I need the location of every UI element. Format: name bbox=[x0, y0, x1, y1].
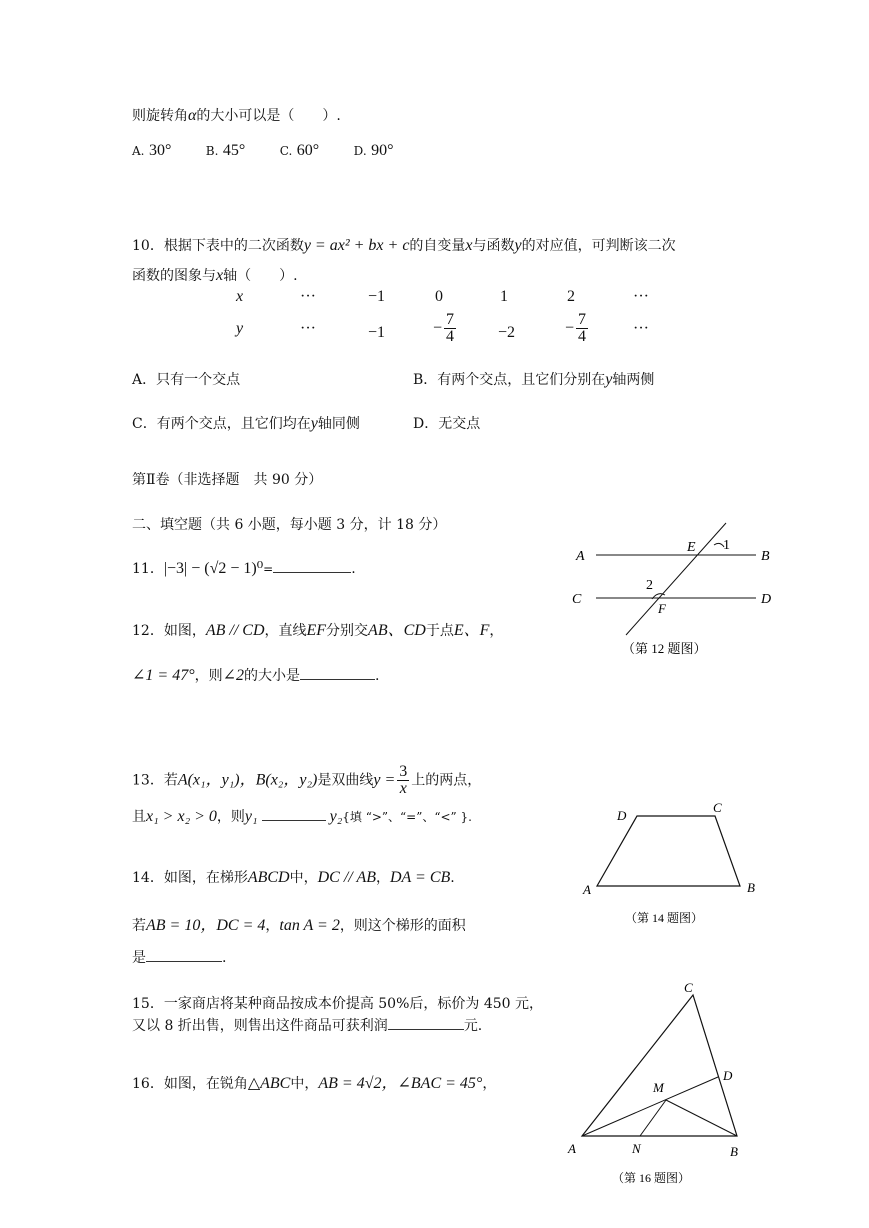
label-D: D bbox=[723, 1068, 733, 1083]
q9-option-a: 30° bbox=[148, 142, 172, 159]
q9-options: A. 30° B. 45° C. 60° D. 90° bbox=[132, 142, 394, 159]
q12-line1: 12．如图，AB // CD，直线EF分别交AB、CD于点E、F， bbox=[132, 622, 504, 639]
table-cell-neg-7-4-a: − $\frac{7}{4}$ bbox=[433, 311, 455, 345]
q15-line2: 又以 8 折出售，则售出这件商品可获利润 元. bbox=[132, 1015, 482, 1036]
trapezoid-abcd bbox=[597, 816, 740, 886]
q12-line2: ∠1 = 47°，则∠2的大小是 . bbox=[132, 667, 380, 684]
label-D: D bbox=[617, 808, 627, 823]
table-cell-neg-7-4-b: − $\frac{7}{4}$ bbox=[565, 311, 587, 345]
q14-line1: 14．如图，在梯形ABCD中，DC // AB，DA = CB. bbox=[132, 869, 455, 886]
table-y-label: y bbox=[236, 320, 244, 337]
label-A: A bbox=[576, 549, 585, 564]
label-angle-2: 2 bbox=[646, 578, 653, 593]
triangle-abc bbox=[582, 995, 737, 1136]
q14-line2: 若AB = 10，DC = 4，tan A = 2，则这个梯形的面积 bbox=[132, 917, 466, 934]
label-E: E bbox=[687, 540, 696, 555]
q12-answer-blank[interactable] bbox=[300, 665, 375, 680]
label-B: B bbox=[747, 880, 755, 895]
q10-function: y = ax² + bx + c bbox=[303, 237, 410, 254]
q10-option-b: B．有两个交点，且它们分别在y轴两侧 bbox=[413, 371, 655, 388]
q14-caption: （第 14 题图） bbox=[625, 911, 704, 925]
q10-option-d: D．无交点 bbox=[413, 416, 481, 432]
label-C: C bbox=[684, 980, 693, 995]
label-D: D bbox=[761, 592, 772, 607]
q16-caption: （第 16 题图） bbox=[612, 1171, 691, 1185]
q16-line1: 16．如图，在锐角△ABC中，AB = 4√2，∠BAC = 45°， bbox=[132, 1075, 497, 1092]
part2-title: 第Ⅱ卷（非选择题 共 90 分） bbox=[132, 472, 323, 488]
label-N: N bbox=[632, 1141, 641, 1156]
q15-answer-blank[interactable] bbox=[388, 1015, 464, 1030]
q16-figure bbox=[560, 975, 780, 1190]
table-x-label: x bbox=[236, 288, 244, 305]
q10-option-a: A．只有一个交点 bbox=[132, 372, 241, 388]
label-B: B bbox=[761, 549, 770, 564]
line-ef bbox=[626, 523, 726, 635]
label-M: M bbox=[653, 1080, 664, 1095]
q10-option-c: C．有两个交点，且它们均在y轴同侧 bbox=[132, 415, 360, 432]
q14-answer-blank[interactable] bbox=[146, 947, 222, 962]
q9-stem: 则旋转角α的大小可以是（ ）. bbox=[132, 107, 341, 124]
label-B: B bbox=[730, 1144, 738, 1159]
alpha-symbol: α bbox=[188, 107, 197, 124]
q11: 11．|−3| − (√2 − 1)⁰= . bbox=[132, 560, 356, 577]
section2-title: 二、填空题（共 6 小题，每小题 3 分，计 18 分） bbox=[132, 517, 447, 533]
label-angle-1: 1 bbox=[723, 538, 730, 553]
q13-line1: 13．若A(x₁，y₁)，B(x₂，y₂)是双曲线y = $\frac{3}{x}$ 上的两点， bbox=[132, 763, 482, 797]
q12-caption: （第 12 题图） bbox=[622, 641, 707, 656]
q11-answer-blank[interactable] bbox=[273, 558, 351, 573]
q10-stem-line2: 函数的图象与x轴（ ）. bbox=[132, 267, 298, 284]
q13-answer-blank[interactable] bbox=[262, 806, 326, 821]
label-C: C bbox=[572, 592, 582, 607]
q14-figure bbox=[575, 800, 775, 930]
label-A: A bbox=[568, 1141, 576, 1156]
q9-option-d: 90° bbox=[371, 142, 394, 159]
label-A: A bbox=[583, 882, 591, 897]
label-C: C bbox=[713, 800, 722, 815]
q13-line2: 且x₁ > x₂ > 0，则y₁ y₂{填 “>”、“=”、“<” }. bbox=[132, 808, 472, 825]
q14-line3: 是 . bbox=[132, 947, 226, 968]
q12-figure bbox=[568, 515, 788, 660]
segment-mb bbox=[666, 1100, 737, 1136]
q15-line1: 15．一家商店将某种商品按成本价提高 50%后，标价为 450 元， bbox=[132, 996, 544, 1012]
q9-option-b: 45° bbox=[222, 142, 246, 159]
q9-option-c: 60° bbox=[296, 142, 320, 159]
segment-ad bbox=[582, 1077, 718, 1136]
label-F: F bbox=[658, 601, 666, 616]
q11-expression: |−3| − (√2 − 1)⁰ bbox=[163, 560, 264, 577]
q10-stem-line1: 10．根据下表中的二次函数y = ax² + bx + c的自变量x与函数y的对应值，可判断该二次 bbox=[132, 237, 676, 254]
